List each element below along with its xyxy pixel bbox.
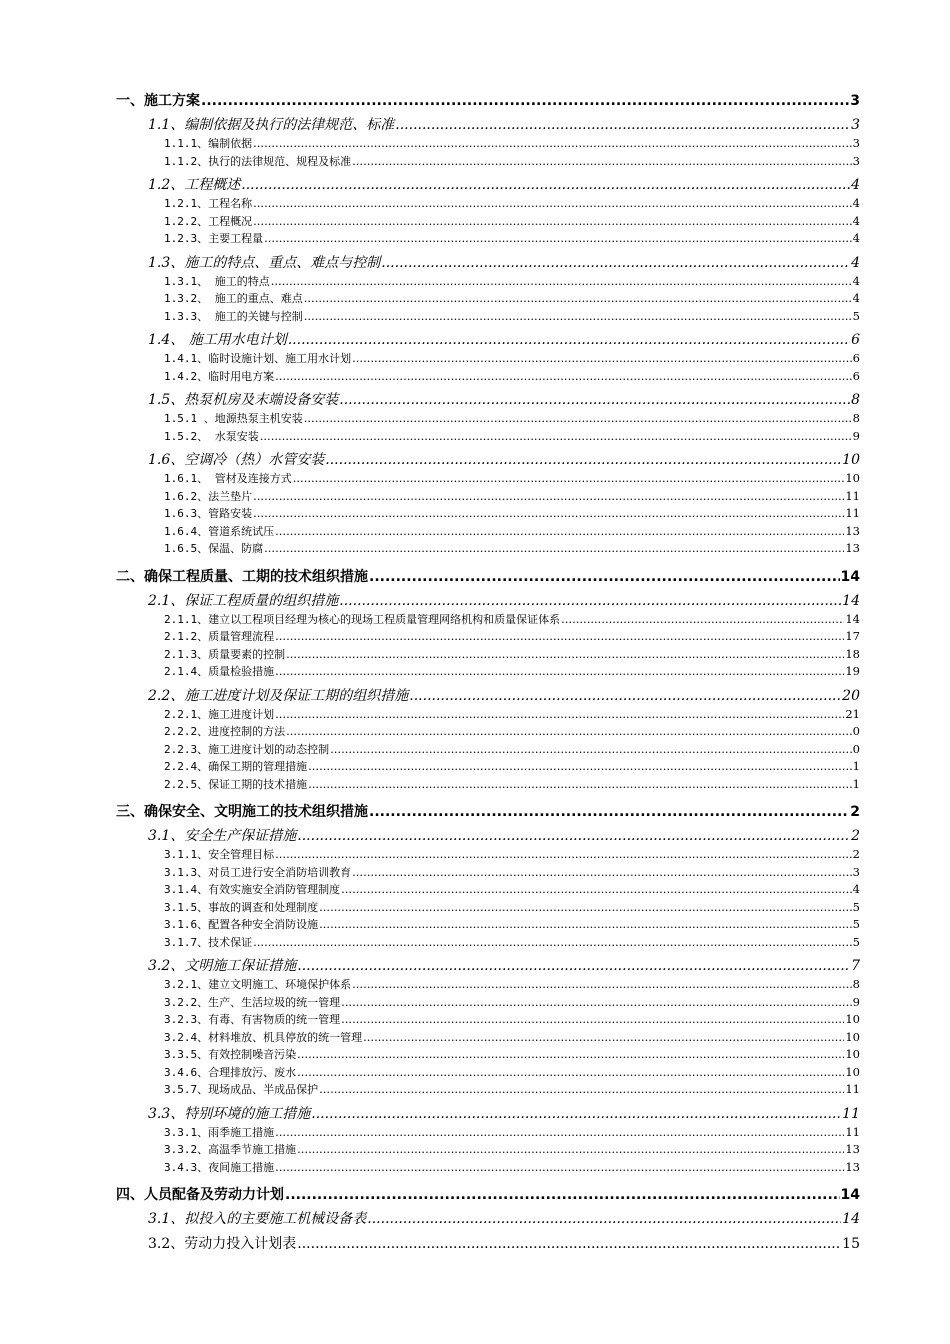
toc-entry-title: 1.6.4、管道系统试压 — [164, 524, 275, 538]
toc-subsection-entry[interactable] — [116, 1011, 860, 1029]
toc-entry-title: 1.3.2、 施工的重点、难点 — [164, 292, 303, 305]
toc-dot-leader — [260, 428, 852, 446]
toc-subsection-entry[interactable] — [116, 523, 860, 541]
toc-entry-title: 2.1.1、建立以工程项目经理为核心的现场工程质量管理网络机构和质量保证体系 — [164, 612, 561, 626]
toc-entry-title: 1.2.2、工程概况 — [164, 214, 253, 228]
toc-dot-leader — [369, 801, 849, 823]
toc-page-number: 8 — [851, 392, 860, 408]
toc-section-entry[interactable] — [116, 1210, 860, 1229]
toc-page-number: 14 — [845, 611, 860, 626]
toc-entry-title: 3.3.2、高温季节施工措施 — [164, 1143, 297, 1156]
toc-entry-title: 3.1.4、有效实施安全消防管理制度 — [164, 883, 341, 896]
toc-entry-title: 3.3、特别环境的施工措施 — [148, 1105, 311, 1122]
toc-page-number: 0 — [852, 741, 860, 756]
toc-dot-leader — [367, 1210, 841, 1229]
toc-page-number: 10 — [845, 1047, 860, 1061]
toc-entry-title: 1.3.1、 施工的特点 — [164, 274, 270, 288]
toc-page-number: 4 — [852, 291, 860, 305]
toc-page-number: 6 — [852, 368, 860, 383]
toc-entry-title: 四、人员配备及劳动力计划 — [116, 1187, 284, 1203]
toc-subsection-entry[interactable] — [116, 741, 860, 759]
toc-section-entry[interactable] — [116, 827, 860, 846]
toc-chapter-entry[interactable] — [116, 801, 860, 823]
toc-dot-leader — [253, 505, 844, 523]
toc-dot-leader — [286, 646, 844, 664]
toc-page-number: 9 — [852, 428, 860, 443]
toc-subsection-entry[interactable] — [116, 1046, 860, 1064]
toc-section-entry[interactable] — [116, 957, 860, 976]
toc-entry-title: 3.4.6、合理排放污、废水 — [164, 1065, 297, 1079]
toc-subsection-entry[interactable] — [116, 350, 860, 368]
toc-subsection-entry[interactable] — [116, 410, 860, 428]
toc-entry-title: 1.4、 施工用水电计划 — [148, 332, 287, 348]
toc-entry-title: 3.1.7、技术保证 — [164, 935, 253, 949]
toc-dot-leader — [253, 488, 844, 506]
toc-entry-title: 3.2、文明施工保证措施 — [148, 958, 297, 974]
toc-dot-leader — [352, 350, 852, 368]
toc-entry-title: 3.1.1、安全管理目标 — [164, 848, 275, 861]
toc-page-number: 2 — [852, 847, 860, 861]
toc-page-number: 2 — [851, 828, 860, 844]
toc-subsection-entry[interactable] — [116, 899, 860, 917]
toc-dot-leader — [275, 663, 844, 681]
toc-entry-title: 2.1、保证工程质量的组织措施 — [148, 592, 339, 609]
toc-dot-leader — [330, 741, 852, 759]
toc-dot-leader — [275, 628, 844, 646]
toc-subsection-entry[interactable] — [116, 505, 860, 523]
toc-dot-leader — [253, 934, 852, 952]
toc-chapter-entry[interactable] — [116, 566, 860, 588]
toc-page-number: 4 — [852, 231, 860, 245]
toc-entry-title: 1.6.2、法兰垫片 — [164, 489, 253, 503]
toc-page-number: 4 — [852, 273, 860, 288]
toc-subsection-entry[interactable] — [116, 934, 860, 952]
toc-page-number: 6 — [851, 332, 860, 348]
toc-page-number: 10 — [845, 1029, 860, 1044]
toc-subsection-entry[interactable] — [116, 723, 860, 741]
toc-dot-leader — [275, 706, 844, 724]
toc-dot-leader — [319, 916, 852, 934]
toc-subsection-entry[interactable] — [116, 428, 860, 446]
toc-page-number: 4 — [852, 196, 860, 210]
toc-page-number: 11 — [845, 1082, 860, 1096]
toc-dot-leader — [241, 176, 850, 195]
toc-entry-title: 2.1.4、质量检验措施 — [164, 665, 275, 678]
toc-dot-leader — [275, 1159, 844, 1177]
toc-subsection-entry[interactable] — [116, 1081, 860, 1099]
toc-page-number: 8 — [852, 411, 860, 425]
toc-dot-leader — [319, 1081, 844, 1099]
toc-page-number: 3 — [851, 117, 860, 133]
toc-dot-leader — [319, 899, 852, 917]
toc-dot-leader — [297, 1046, 844, 1064]
toc-dot-leader — [253, 213, 852, 231]
toc-subsection-entry[interactable] — [116, 273, 860, 291]
toc-dot-leader — [275, 846, 852, 864]
toc-entry-title: 3.1.3、对员工进行安全消防培训教育 — [164, 865, 352, 879]
toc-dot-leader — [339, 391, 850, 410]
toc-dot-leader — [395, 116, 850, 135]
toc-page-number: 3 — [850, 93, 860, 109]
toc-entry-title: 2.2.2、进度控制的方法 — [164, 725, 286, 738]
toc-chapter-entry[interactable] — [116, 90, 860, 112]
toc-subsection-entry[interactable] — [116, 195, 860, 213]
toc-entry-title: 3.1、安全生产保证措施 — [148, 828, 297, 844]
toc-entry-title: 1.6.5、保温、防腐 — [164, 542, 264, 555]
toc-entry-title: 1.6.1、 管材及连接方式 — [164, 472, 292, 485]
toc-page-number: 1 — [852, 759, 860, 773]
toc-dot-leader — [297, 957, 850, 976]
toc-page-number: 3 — [852, 136, 860, 150]
toc-entry-title: 1.2.1、工程名称 — [164, 197, 253, 210]
toc-page-number: 2 — [850, 804, 860, 820]
toc-dot-leader — [409, 687, 841, 706]
toc-subsection-entry[interactable] — [116, 881, 860, 899]
toc-subsection-entry[interactable] — [116, 470, 860, 488]
toc-dot-leader — [304, 290, 852, 308]
toc-page-number: 5 — [852, 917, 860, 931]
toc-dot-leader — [275, 523, 844, 541]
toc-subsection-entry[interactable] — [116, 994, 860, 1012]
toc-dot-leader — [297, 1064, 844, 1082]
toc-dot-leader — [304, 308, 852, 326]
toc-page-number: 18 — [845, 646, 860, 661]
toc-entry-title: 3.1.6、配置各种安全消防设施 — [164, 918, 319, 931]
toc-entry-title: 2.2.4、确保工期的管理措施 — [164, 760, 308, 773]
toc-dot-leader — [341, 881, 852, 899]
toc-dot-leader — [297, 1235, 841, 1254]
toc-dot-leader — [311, 1105, 841, 1124]
toc-entry-title: 1.5、热泵机房及末端设备安装 — [148, 392, 339, 408]
toc-page-number: 11 — [845, 506, 860, 520]
toc-subsection-entry[interactable] — [116, 230, 860, 248]
toc-entry-title: 1.5.2、 水泵安装 — [164, 429, 259, 443]
toc-subsection-entry[interactable] — [116, 846, 860, 864]
toc-page-number: 14 — [840, 1187, 860, 1203]
toc-section-entry[interactable] — [116, 331, 860, 350]
toc-subsection-entry[interactable] — [116, 706, 860, 724]
toc-subsection-entry[interactable] — [116, 916, 860, 934]
toc-entry-title: 2.1.3、质量要素的控制 — [164, 647, 286, 661]
toc-page-number: 8 — [852, 977, 860, 991]
toc-dot-leader — [381, 254, 850, 273]
toc-entry-title: 3.2.4、材料堆放、机具停放的统一管理 — [164, 1030, 363, 1044]
toc-entry-title: 3.2.3、有毒、有害物质的统一管理 — [164, 1013, 341, 1026]
toc-entry-title: 3.5.7、现场成品、半成品保护 — [164, 1083, 319, 1096]
toc-page-number: 14 — [842, 1211, 860, 1227]
toc-subsection-entry[interactable] — [116, 864, 860, 882]
toc-page-number: 6 — [852, 351, 860, 365]
toc-entry-title: 1.2.3、主要工程量 — [164, 232, 264, 245]
toc-page-number: 11 — [842, 1105, 860, 1122]
toc-page-number: 5 — [852, 899, 860, 914]
toc-subsection-entry[interactable] — [116, 153, 860, 171]
toc-page-number: 19 — [845, 664, 860, 678]
toc-dot-leader — [339, 592, 841, 611]
toc-dot-leader — [363, 1029, 844, 1047]
toc-subsection-entry[interactable] — [116, 308, 860, 326]
toc-entry-title: 1.5.1 、地源热泵主机安装 — [164, 412, 303, 425]
toc-dot-leader — [325, 451, 841, 470]
toc-entry-title: 一、施工方案 — [116, 93, 200, 109]
toc-dot-leader — [253, 135, 852, 153]
toc-subsection-entry[interactable] — [116, 611, 860, 629]
toc-entry-title: 1.1.1、编制依据 — [164, 137, 253, 150]
toc-section-entry[interactable] — [116, 592, 860, 611]
toc-entry-title: 2.2、施工进度计划及保证工期的组织措施 — [148, 687, 409, 704]
toc-subsection-entry[interactable] — [116, 663, 860, 681]
toc-dot-leader — [253, 195, 852, 213]
toc-entry-title: 3.1.5、事故的调查和处理制度 — [164, 900, 319, 914]
toc-page-number: 10 — [842, 452, 860, 468]
toc-section-entry[interactable] — [116, 391, 860, 410]
toc-dot-leader — [285, 1184, 840, 1206]
toc-dot-leader — [293, 470, 845, 488]
toc-entry-title: 1.4.1、临时设施计划、施工用水计划 — [164, 352, 352, 365]
toc-section-entry[interactable] — [116, 451, 860, 470]
toc-subsection-entry[interactable] — [116, 646, 860, 664]
toc-page-number: 7 — [851, 958, 860, 974]
toc-page-number: 3 — [852, 864, 860, 879]
toc-entry-title: 二、确保工程质量、工期的技术组织措施 — [116, 568, 368, 585]
toc-page-number: 14 — [840, 568, 860, 585]
toc-section-entry[interactable] — [116, 116, 860, 135]
toc-subsection-entry[interactable] — [116, 776, 860, 794]
toc-subsection-entry[interactable] — [116, 1064, 860, 1082]
toc-entry-title: 3.2、劳动力投入计划表 — [148, 1236, 297, 1252]
toc-entry-title: 2.2.3、施工进度计划的动态控制 — [164, 742, 330, 756]
toc-dot-leader — [352, 976, 852, 994]
toc-entry-title: 3.2.2、生产、生活垃圾的统一管理 — [164, 995, 341, 1009]
toc-page-number: 13 — [845, 523, 860, 538]
toc-dot-leader — [264, 540, 844, 558]
toc-subsection-entry[interactable] — [116, 1029, 860, 1047]
toc-entry-title: 1.4.2、临时用电方案 — [164, 369, 275, 383]
toc-page-number: 15 — [842, 1236, 860, 1252]
toc-page-number: 20 — [842, 687, 860, 704]
toc-page-number: 13 — [845, 1159, 860, 1174]
toc-page-number: 9 — [852, 994, 860, 1009]
toc-subsection-entry[interactable] — [116, 368, 860, 386]
toc-dot-leader — [201, 90, 849, 112]
toc-dot-leader — [275, 368, 852, 386]
toc-subsection-entry[interactable] — [116, 1159, 860, 1177]
toc-section-entry[interactable] — [116, 176, 860, 195]
toc-entry-title: 1.3、施工的特点、重点、难点与控制 — [148, 254, 381, 271]
toc-entry-title: 3.2.1、建立文明施工、环境保护体系 — [164, 978, 352, 991]
toc-page-number: 1 — [852, 776, 860, 791]
toc-page-number: 4 — [851, 254, 860, 271]
toc-entry-title: 2.2.5、保证工期的技术措施 — [164, 777, 308, 791]
toc-page-number: 21 — [845, 706, 860, 721]
toc-dot-leader — [369, 566, 840, 588]
toc-dot-leader — [304, 410, 852, 428]
toc-entry-title: 2.2.1、施工进度计划 — [164, 707, 275, 721]
toc-page-number: 4 — [852, 882, 860, 896]
toc-page-number: 14 — [842, 592, 860, 609]
toc-subsection-entry[interactable] — [116, 290, 860, 308]
toc-entry-title: 1.2、工程概述 — [148, 177, 241, 193]
toc-page-number: 13 — [845, 541, 860, 555]
toc-page-number: 5 — [852, 308, 860, 323]
toc-dot-leader — [264, 230, 852, 248]
toc-page-number: 0 — [852, 724, 860, 738]
toc-subsection-entry[interactable] — [116, 213, 860, 231]
toc-dot-leader — [297, 1141, 844, 1159]
table-of-contents — [116, 90, 860, 1254]
toc-entry-title: 3.3.5、有效控制噪音污染 — [164, 1048, 297, 1061]
toc-section-entry[interactable] — [116, 687, 860, 706]
toc-dot-leader — [352, 864, 852, 882]
toc-page-number: 4 — [851, 177, 860, 193]
toc-page-number: 11 — [845, 1124, 860, 1139]
toc-entry-title: 1.3.3、 施工的关键与控制 — [164, 309, 303, 323]
toc-entry-title: 3.1、拟投入的主要施工机械设备表 — [148, 1211, 367, 1227]
toc-dot-leader — [271, 273, 852, 291]
toc-subsection-entry[interactable] — [116, 628, 860, 646]
toc-dot-leader — [297, 827, 850, 846]
toc-subsection-entry[interactable] — [116, 1141, 860, 1159]
toc-page-number: 5 — [852, 934, 860, 949]
toc-page-number: 3 — [852, 153, 860, 168]
toc-entry-title: 1.1、编制依据及执行的法律规范、标准 — [148, 117, 395, 133]
toc-page-number: 13 — [845, 1142, 860, 1156]
toc-subsection-entry[interactable] — [116, 758, 860, 776]
toc-entry-title: 1.6.3、管路安装 — [164, 507, 253, 520]
toc-dot-leader — [275, 1124, 844, 1142]
toc-section-entry[interactable] — [116, 1235, 860, 1254]
toc-page-number: 4 — [852, 213, 860, 228]
toc-section-entry[interactable] — [116, 254, 860, 273]
toc-entry-title: 1.1.2、执行的法律规范、规程及标准 — [164, 154, 352, 168]
toc-subsection-entry[interactable] — [116, 540, 860, 558]
toc-page-number: 10 — [845, 1064, 860, 1079]
toc-chapter-entry[interactable] — [116, 1184, 860, 1206]
toc-subsection-entry[interactable] — [116, 135, 860, 153]
toc-entry-title: 1.6、空调冷（热）水管安装 — [148, 452, 325, 468]
toc-dot-leader — [308, 758, 852, 776]
toc-entry-title: 3.4.3、夜间施工措施 — [164, 1160, 275, 1174]
toc-subsection-entry[interactable] — [116, 488, 860, 506]
toc-entry-title: 三、确保安全、文明施工的技术组织措施 — [116, 804, 368, 820]
toc-dot-leader — [288, 331, 850, 350]
toc-page-number: 17 — [845, 629, 860, 643]
toc-page-number: 10 — [845, 471, 860, 485]
toc-dot-leader — [352, 153, 852, 171]
toc-entry-title: 3.3.1、雨季施工措施 — [164, 1125, 275, 1139]
toc-page-number: 11 — [845, 488, 860, 503]
toc-dot-leader — [561, 611, 844, 629]
toc-dot-leader — [341, 994, 852, 1012]
toc-dot-leader — [308, 776, 852, 794]
toc-dot-leader — [286, 723, 852, 741]
toc-entry-title: 2.1.2、质量管理流程 — [164, 630, 275, 643]
toc-dot-leader — [341, 1011, 844, 1029]
toc-section-entry[interactable] — [116, 1105, 860, 1124]
toc-subsection-entry[interactable] — [116, 976, 860, 994]
toc-subsection-entry[interactable] — [116, 1124, 860, 1142]
toc-page-number: 10 — [845, 1012, 860, 1026]
